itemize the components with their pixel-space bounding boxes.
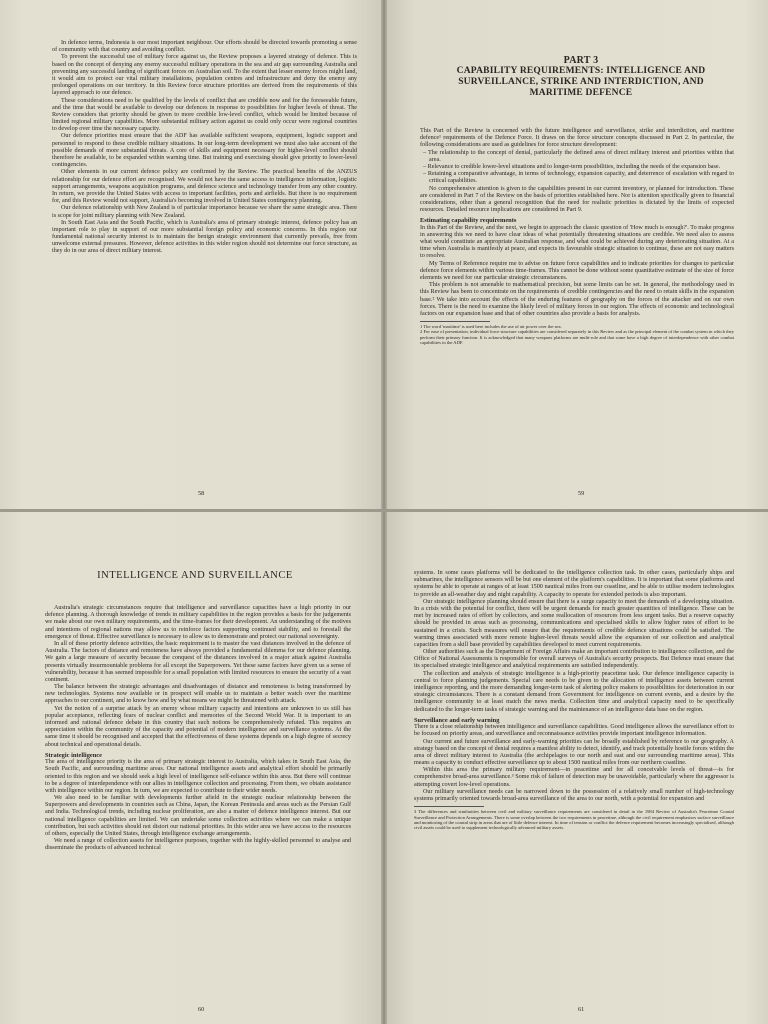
paragraph: Our current and future surveillance and early-warning priorities can be broadly established by reference to our geography. A strategy based on the concept of denial requires a manifest ability to detect, identify, and track potentially hostile forces within the area of direct military interest to Australia (the archipelagos to our north and east and our surrounding maritime areas). This means a capacity to conduct effective surveillance up to about 1500 nautical miles from our northern coastline.: [414, 738, 734, 767]
section-heading: Estimating capability requirements: [420, 217, 517, 225]
paragraph: The area of intelligence priority is the area of primary strategic interest to Australia, which takes in South East Asia, the South Pacific, and surrounding maritime areas. Our national intelligence assets and analytical effort should be primarily oriented to this region and we should seek a high level of intelligence self-reliance within this area. But there will continue to be a degree of interdependence with our allies in intelligence collection and processing. From them, we obtain assistance with intelligence within our region. In turn, we are expected to contribute to their wider needs.: [45, 759, 351, 794]
paragraph: Our defence priorities must ensure that the ADF has available sufficient weapons, equipment, logistic support and personnel to respond to these credible military situations. In our long-term development we must also take account of the possible demands of more substantial threats. A core of skills and equipment necessary for higher-level conflict should therefore be available, to be expanded within warning time. But training and exercising should give priority to lower-level contingencies.: [52, 133, 357, 169]
list-item: – Relevance to credible lower-level situations and to longer-term possibilities, including the needs of the expansion base.: [429, 164, 734, 171]
section-title: INTELLIGENCE AND SURVEILLANCE: [97, 570, 293, 581]
paragraph: This Part of the Review is concerned with the future intelligence and surveillance, strike and interdiction, and maritime defence¹ requirements of the Defence Force. It draws on the force structure concepts discussed in Part 2. In particular, the following considerations are used as guidelines for force structure development:: [420, 128, 734, 149]
part-title: CAPABILITY REQUIREMENTS: INTELLIGENCE AND SURVEILLANCE, STRIKE AND INTERDICTION, AND MARITIME DEFENCE: [456, 66, 706, 98]
paragraph: We need a range of collection assets for intelligence purposes, together with the highly-skilled personnel to analyse and disseminate the products of advanced technical: [45, 838, 351, 852]
page-number: 59: [578, 490, 585, 497]
paragraph: Other authorities such as the Department of Foreign Affairs make an important contribution to intelligence collection, and the Office of National Assessments is responsible for overall surveys of Australia's security prospects. But Defence must ensure that its specialised strategic intelligence and analytical requirements are satisfied independently.: [414, 649, 734, 670]
paragraph: Yet the notion of a surprise attack by an enemy whose military capacity and intentions are unknown to us still has popular acceptance, reflecting fears of nuclear conflict and memories of the Second World War. It is important to an informed and rational defence debate in this country that such notions be comprehensively refuted. This requires an appreciation within the community of the capacity and potential of modern intelligence and surveillance systems. At the same time it should be recognised and accepted that the effectiveness of these systems depends on a high degree of secrecy about technical and operational details.: [45, 705, 351, 748]
paragraph: This problem is not amenable to mathematical precision, but some limits can be set. In general, the methodology used in this Review has been to concentrate on the requirements of credible contingencies and the need to retain skills in the expansion base.² We take into account the effects of the enduring features of geography on the forces of the attacker and on our own forces. There is the need to examine the likely level of military forces in our region. The effects of economic and technological factors on our expansion base and that of other countries also provide a basis for analysis.: [420, 282, 734, 317]
paragraph: In South East Asia and the South Pacific, which is Australia's area of primary strategic interest, defence policy has an important role to play in support of our more substantial foreign policy and economic concerns. In this region our fundamental national security interest is to maintain the benign strategic environment that currently prevails, free from unwelcome external pressures. However, defence activities in this wider region should not determine our force structure, as they do in our area of direct military interest.: [52, 219, 357, 255]
gutter: [381, 0, 387, 512]
list-item: – Retaining a comparative advantage, in terms of technology, expansion capacity, and deterrence of escalation with regard to critical capabilities.: [429, 171, 734, 185]
page-58: [0, 0, 384, 512]
paragraph: No comprehensive attention is given to the capabilities present in our current inventory, or planned for introduction. These are considered in Part 7 of the Review on the basis of priorities established here. Nor is attention specifically given to financial considerations, other than a general recognition that the need for realistic priorities is dictated by the limits of expected resources. Detailed resource implications are considered in Part 9.: [420, 185, 734, 214]
paragraph: The collection and analysis of strategic intelligence is a high-priority peacetime task. Our defence intelligence capacity is central to force planning judgements. Special care needs to be given to the allocation of intelligence assets between current intelligence reporting, and the more demanding longer-term task of alerting policy makers to possibilities for deterioration in our strategic circumstances. There is a constant demand from Government for intelligence on current events, and a desire by the intelligence community to at least match the news media. Collection time and analytical capacity need to be specifically dedicated to the longer-term tasks of strategic warning and the maintenance of an intelligence data base on the region.: [414, 670, 734, 713]
page-number: 58: [198, 490, 205, 497]
section-heading: Surveillance and early warning: [414, 716, 500, 724]
paragraph: Our military surveillance needs can be narrowed down to the possession of a relatively small number of high-technology systems primarily oriented towards broad-area surveillance of the area to our north, with a potential for expansion and: [414, 788, 734, 803]
page-59-body: [420, 128, 734, 345]
paragraph: To prevent the successful use of military force against us, the Review proposes a layered strategy of defence. This is based on the concept of denying any enemy successful military operations in the sea and air gap surrounding Australia and preventing any successful landing of significant forces on Australian soil. To the extent that lesser enemy forces might land, it would aim to protect our vital military installations, population centres and infrastructure and deny the enemy any prolonged operations on our territory. In this Review force structure priorities are derived from the requirements of this layered approach to our defence.: [52, 54, 357, 97]
page-60-body: [45, 605, 351, 853]
gutter: [381, 512, 387, 1024]
page-61-body: [414, 570, 734, 830]
paragraph: The balance between the strategic advantages and disadvantages of distance and remoteness is being transformed by new technologies. Systems now available or in prospect will enable us to maintain a better watch over the maritime approaches to our continent, and to know how and by what means we might be threatened with attack.: [45, 684, 351, 705]
paragraph: Our strategic intelligence planning should ensure that there is a surge capacity to meet the demands of a developing situation. In a crisis with the potential for conflict, there will be urgent demands for much greater quantities of intelligence. These can be met by increased rates of effort by collectors, and some reallocation of resources from less urgent tasks. But a reserve capacity should be provided in areas such as processing, communications and specialised skills to allow higher rates of effort to be sustained in a crisis. Such measures will ensure that the requirements of credible defence situations could be satisfied. The warning times associated with more remote higher-level threats would allow the expansion of our collection and analytical capacities from a skill base provided by capabilities developed to meet current requirements.: [414, 598, 734, 648]
footnote: 3 The differences and similarities between civil and military surveillance requirements are considered in detail in the 1984 Review of Australia's Peacetime Coastal Surveillance and Protection Arrangements. There is some overlap between the two requirements in peacetime, although the civil requirement emphasises surface surveillance and monitoring of the coastal strip in areas that are of little defence interest. In time of tension or conflict the defence requirement becomes increasingly specialised, although civil assets could be used to supplement technologically advanced military assets.: [414, 809, 734, 831]
page-58-body: [52, 40, 357, 256]
footnote: 1 The word 'maritime' is used here includes the use of air power over the sea.: [420, 324, 562, 330]
section-heading: Strategic intelligence: [45, 751, 102, 759]
part-number: PART 3: [563, 55, 599, 66]
paragraph: Australia's strategic circumstances require that intelligence and surveillance capacities have a high priority in our defence planning. A thorough knowledge of trends in military capabilities in the region provides a basis for the judgements we make about our own military requirements, and the time-frames for their development. An understanding of the motives and intentions of regional nations may allow us to reinforce factors supporting continued stability, and to forestall the emergence of threat. Effective surveillance is necessary to allow us to demonstrate and protect our national sovereignty.: [45, 605, 351, 640]
paragraph: In defence terms, Indonesia is our most important neighbour. Our efforts should be directed towards promoting a sense of community with that country and avoiding conflict.: [52, 40, 357, 54]
footnote: 2 For ease of presentation, individual force structure capabilities are considered separately in this Review and as the principal element of the combat system in which they perform their primary function. It is acknowledged that many weapons platforms are multi-role and that some have a high degree of interdependence with other combat capabilities in the ADF.: [420, 329, 734, 345]
list-item: – The relationship to the concept of denial, particularly the defined area of direct military interest and priorities within that area.: [429, 150, 734, 164]
part-heading: [436, 55, 726, 99]
paragraph: These considerations need to be qualified by the levels of conflict that are credible now and for the foreseeable future, and the time that would be available to develop our defences in response to possibilities for higher levels of threat. The Review considers that priority should be given to more credible low-level conflict, which would be limited because of limited regional military capabilities. More substantial military action against us could only occur were regional countries to develop over time the necessary capacity.: [52, 97, 357, 133]
paragraph: systems. In some cases platforms will be dedicated to the intelligence collection task. In other cases, particularly ships and submarines, the intelligence sensors will be but one element of the platform's capabilities. It is important that some platforms and systems be able to operate at ranges of at least 1500 nautical miles from our coastline, and be able to utilise modern technologies to provide an all-weather day and night capability. A capacity to operate for extended periods is also important.: [414, 570, 734, 598]
page-number: 61: [578, 1006, 585, 1013]
paragraph: In this Part of the Review, and the next, we begin to approach the classic question of 'How much is enough?'. To make progress in answering this we need to have clear ideas of what potentially threatening situations are credible. We need also to assess what would constitute an appropriate Australian response, and what could be achieved during any deteriorating situation. At a time when Australia is manifestly at peace, and expects its favourable strategic situation to continue, these are not easy matters to resolve.: [420, 224, 734, 260]
footnote-rule: [414, 806, 484, 807]
paragraph: Other elements in our current defence policy are confirmed by the Review. The practical benefits of the ANZUS relationship for our defence effort are recognised. We would not have the same access to intelligence information, logistic support arrangements, weapons acquisition programs, and defence science and technology transfer from any other country. In return, we provide the United States with access to important facilities, ports and airfields. But there is no requirement for, and this Review would not support, Australia's becoming involved in United States contingency planning.: [52, 169, 357, 205]
paragraph: My Terms of Reference require me to advise on future force capabilities and to indicate priorities for changes to particular defence force elements within various time-frames. This cannot be done without some quantitative estimate of the size of force elements we need for our particular strategic circumstances.: [420, 260, 734, 281]
paragraph: We also need to be familiar with developments further afield in the strategic nuclear relationship between the Superpowers and developments in countries such as China, Japan, the Korean Peninsula and areas such as the Persian Gulf and India. Technological trends, including nuclear proliferation, are also a matter of defence intelligence interest. But our national intelligence capabilities are limited. We can undertake some collection activities where we can make a unique contribution, but such activities should not distort our national priorities. In this wider area we have access to the resources of others, especially the United States, through intelligence exchange arrangements.: [45, 795, 351, 838]
paragraph: Our defence relationship with New Zealand is of particular importance because we share the same strategic area. There is scope for joint military planning with New Zealand.: [52, 205, 357, 219]
footnote-rule: [420, 321, 490, 322]
paragraph: In all of these priority defence activities, the basic requirement is to master the vast distances involved in the defence of Australia. The factors of distance and remoteness have always provided a fundamental dilemma for our defence planning. We gain a large measure of security because the conquest of the distances involved in a major attack against Australia presents virtually insurmountable problems for all except the Superpowers. Yet these same factors have given us a sense of vulnerability, because it has seemed impossible for a small population with limited resources to ensure the security of a vast continent.: [45, 640, 351, 683]
paragraph: Within this area the primary military requirement—in peacetime and for all conceivable levels of threat—is for comprehensive broad-area surveillance.³ Some risk of failure of detection may be unavoidable, particularly where the aggressor is attempting covert low-level operations.: [414, 767, 734, 788]
paragraph: There is a close relationship between intelligence and surveillance capabilities. Good intelligence allows the surveillance effort to be focused on priority areas, and surveillance and reconnaissance activities provide important intelligence information.: [414, 724, 734, 738]
guideline-list: [420, 150, 734, 186]
page-number: 60: [198, 1006, 205, 1013]
